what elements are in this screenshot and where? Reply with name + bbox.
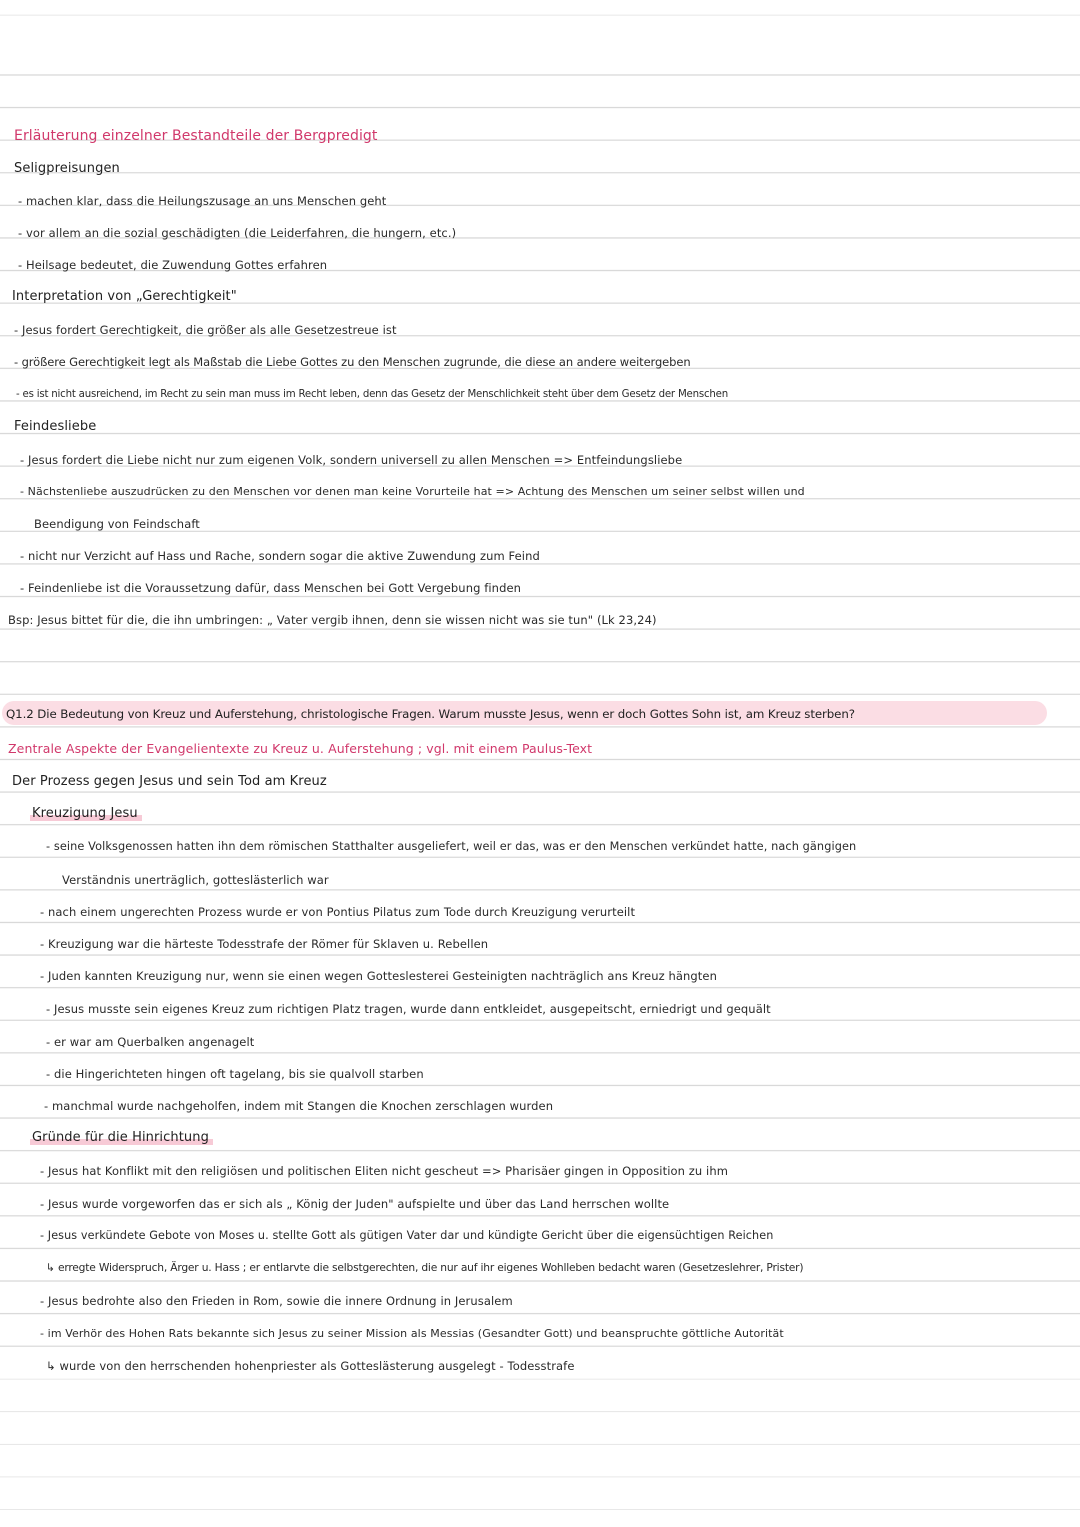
list-item: - nach einem ungerechten Prozess wurde er von Pontius Pilatus zum Tode durch Kreuzigung verurteilt [40,905,636,919]
list-item: - Jesus fordert Gerechtigkeit, die größer als alle Gesetzestreue ist [14,323,397,337]
list-item-arrow: ↳ erregte Widerspruch, Ärger u. Hass ; er entlarvte die selbstgerechten, die nur auf ihr eigenes Wohlleben bedacht waren (Gesetzeslehrer, Prister) [46,1261,804,1274]
list-item: - seine Volksgenossen hatten ihn dem römischen Statthalter ausgeliefert, weil er das, was er den Menschen verkündet hatte, nach gängigen [46,840,857,853]
list-item: - im Verhör des Hohen Rats bekannte sich Jesus zu seiner Mission als Messias (Gesandter Gott) und beanspruchte göttliche Autorität [40,1327,784,1340]
list-item: - Kreuzigung war die härteste Todesstrafe der Römer für Sklaven u. Rebellen [40,937,489,951]
list-item: - er war am Querbalken angenagelt [46,1035,255,1049]
list-item: - Jesus fordert die Liebe nicht nur zum eigenen Volk, sondern universell zu allen Menschen => Entfeindungsliebe [20,453,683,467]
list-item: - Jesus musste sein eigenes Kreuz zum richtigen Platz tragen, wurde dann entkleidet, ausgepeitscht, erniedrigt und gequält [46,1002,771,1016]
list-item: - Jesus bedrohte also den Frieden in Rom, sowie die innere Ordnung in Jerusalem [40,1294,513,1308]
list-item-continuation: Beendigung von Feindschaft [34,517,200,531]
heading-gruende-text: Gründe für die Hinrichtung [30,1130,213,1145]
list-item: - größere Gerechtigkeit legt als Maßstab die Liebe Gottes zu den Menschen zugrunde, die diese an andere weitergeben [14,355,691,369]
heading-gerechtigkeit: Interpretation von „Gerechtigkeit" [12,289,237,304]
heading-prozess: Der Prozess gegen Jesus und sein Tod am Kreuz [12,774,327,789]
list-item-arrow: ↳ wurde von den herrschenden hohenpriester als Gotteslästerung ausgelegt - Todesstrafe [46,1359,575,1373]
list-item: - Heilsage bedeutet, die Zuwendung Gottes erfahren [18,258,328,272]
section-title-kreuz: Q1.2 Die Bedeutung von Kreuz und Auferstehung, christologische Fragen. Warum musste Jesus, wenn er doch Gottes Sohn ist, am Kreuz sterben? [6,707,855,721]
list-item: - Nächstenliebe auszudrücken zu den Menschen vor denen man keine Vorurteile hat => Achtung des Menschen um seiner selbst willen und [20,485,805,498]
section-title-bergpredigt: Erläuterung einzelner Bestandteile der Bergpredigt [14,128,378,144]
list-item: - nicht nur Verzicht auf Hass und Rache, sondern sogar die aktive Zuwendung zum Feind [20,549,540,563]
list-item: - Jesus hat Konflikt mit den religiösen und politischen Eliten nicht gescheut => Pharisäer gingen in Opposition zu ihm [40,1164,729,1178]
section-subtitle: Zentrale Aspekte der Evangelientexte zu Kreuz u. Auferstehung ; vgl. mit einem Paulus-Text [8,741,593,756]
list-item: - Jesus verkündete Gebote von Moses u. stellte Gott als gütigen Vater dar und kündigte Gericht über die eigensüchtigen Reichen [40,1229,774,1242]
list-item: - Jesus wurde vorgeworfen das er sich als „ König der Juden" aufspielte und über das Land herrschen wollte [40,1197,670,1211]
heading-feindesliebe: Feindesliebe [14,419,97,434]
heading-kreuzigung [30,806,142,822]
example-line: Bsp: Jesus bittet für die, die ihn umbringen: „ Vater vergib ihnen, denn sie wissen nicht was sie tun" (Lk 23,24) [8,613,657,627]
list-item: - Juden kannten Kreuzigung nur, wenn sie einen wegen Gotteslesterei Gesteinigten nachträglich ans Kreuz hängten [40,969,717,983]
list-item-continuation: Verständnis unerträglich, gotteslästerlich war [62,873,329,887]
heading-gruende [30,1130,213,1146]
heading-kreuzigung-text: Kreuzigung Jesu [30,806,142,821]
list-item: - es ist nicht ausreichend, im Recht zu sein man muss im Recht leben, denn das Gesetz der Menschlichkeit steht über dem Gesetz der Menschen [16,389,728,400]
heading-seligpreisungen: Seligpreisungen [14,161,120,176]
list-item: - vor allem an die sozial geschädigten (die Leiderfahren, die hungern, etc.) [18,226,457,240]
list-item: - machen klar, dass die Heilungszusage an uns Menschen geht [18,194,387,208]
list-item: - manchmal wurde nachgeholfen, indem mit Stangen die Knochen zerschlagen wurden [44,1099,554,1113]
list-item: - die Hingerichteten hingen oft tagelang, bis sie qualvoll starben [46,1067,424,1081]
list-item: - Feindenliebe ist die Voraussetzung dafür, dass Menschen bei Gott Vergebung finden [20,581,522,595]
